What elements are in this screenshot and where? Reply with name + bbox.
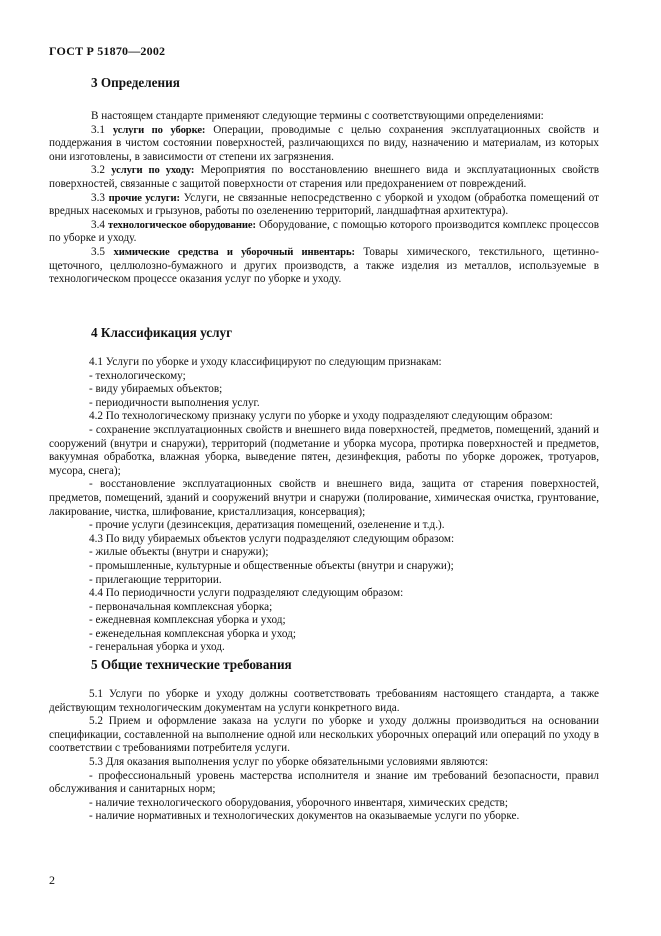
definition-3-4: 3.4 технологическое оборудование: Оборудование, с помощью которого производится комплекс процессов по уборке и уходу. bbox=[49, 218, 600, 245]
page-number: 2 bbox=[49, 873, 55, 887]
term: химические средства и уборочный инвентарь: bbox=[113, 246, 355, 258]
term: прочие услуги: bbox=[108, 192, 180, 204]
list-item: - виду убираемых объектов; bbox=[89, 383, 223, 396]
list-item: - профессиональный уровень мастерства исполнителя и знание им требований безопасности, правил обслуживания и санитарных норм; bbox=[49, 769, 599, 796]
paragraph: 4.2 По технологическому признаку услуги по уборке и уходу подразделяют следующим образом: bbox=[89, 410, 553, 423]
section-3-title: 3 Определения bbox=[91, 75, 180, 90]
term: услуги по уходу: bbox=[111, 165, 195, 177]
paragraph: 4.1 Услуги по уборке и уходу классифицируют по следующим признакам: bbox=[89, 356, 442, 368]
list-item: - еженедельная комплексная уборка и уход; bbox=[89, 627, 296, 640]
list-item: - жилые объекты (внутри и снаружи); bbox=[89, 546, 269, 559]
paragraph: 4.4 По периодичности услуги подразделяют следующим образом: bbox=[89, 587, 404, 600]
section-5-body bbox=[49, 688, 599, 824]
paragraph: 5.1 Услуги по уборке и уходу должны соответствовать требованиям настоящего стандарта, а также действующим технологическим документам на услуги конкретного вида. bbox=[49, 688, 599, 714]
section-4-title: 4 Классификация услуг bbox=[91, 325, 233, 340]
list-item: - ежедневная комплексная уборка и уход; bbox=[89, 614, 286, 627]
list-item: - сохранение эксплуатационных свойств и внешнего вида поверхностей, предметов, помещений, зданий и сооружений (внутри и снаружи), территорий (подметание и уборка мусора, протирка поверхностей и предметов, вакуумная обработка, влажная уборка, выведение пятен, дезинфекция, работы по уборке дорожек, тротуаров, мусора, снега); bbox=[49, 423, 599, 477]
list-item: - промышленные, культурные и общественные объекты (внутри и снаружи); bbox=[89, 559, 454, 572]
section-3-body bbox=[49, 110, 599, 287]
list-item: - технологическому; bbox=[89, 369, 186, 382]
list-item: - генеральная уборка и уход. bbox=[89, 641, 225, 654]
paragraph: 4.3 По виду убираемых объектов услуги подразделяют следующим образом: bbox=[89, 532, 455, 545]
list-item: - периодичности выполнения услуг. bbox=[89, 396, 260, 409]
section-5-title: 5 Общие технические требования bbox=[91, 657, 292, 672]
list-item: - восстановление эксплуатационных свойств и внешнего вида, защита от старения поверхностей, предметов, помещений, зданий и сооружений внутри и снаружи (полирование, химическая очистка, грунтование, лакирование, чистка, шлифование, кристаллизация, консервация); bbox=[49, 478, 599, 518]
document-header: ГОСТ Р 51870—2002 bbox=[49, 44, 166, 58]
list-item: - наличие нормативных и технологических документов на оказываемые услуги по уборке. bbox=[89, 810, 520, 823]
list-item: - первоначальная комплексная уборка; bbox=[89, 600, 273, 613]
section-3-intro: В настоящем стандарте применяют следующие термины с соответствующими определениями: bbox=[91, 110, 544, 122]
term: технологическое оборудование: bbox=[108, 219, 256, 231]
definition-3-5: 3.5 химические средства и уборочный инвентарь: Товары химического, текстильного, щетинно-щеточного, целлюлозно-бумажного и других производств, а также изделия из металлов, используемые в технологическом процессе оказания услуг по уборке и уходу. bbox=[49, 245, 599, 286]
definition-3-1: 3.1 услуги по уборке: Операции, проводимые с целью сохранения эксплуатационных свойств и поддержания в чистом состоянии поверхностей, различающихся по виду, назначению и материалам, из которых они изготовлены, в зависимости от степени их загрязнения. bbox=[49, 123, 600, 163]
section-4-body bbox=[49, 356, 599, 655]
term: услуги по уборке: bbox=[112, 124, 206, 136]
paragraph: 5.2 Прием и оформление заказа на услуги по уборке и уходу должны производиться на основании спецификации, составленной на выполнение одной или нескольких уборочных операций или операций по уходу в соответствии с требованиями потребителя услуги. bbox=[49, 715, 599, 755]
definition-3-3: 3.3 прочие услуги: Услуги, не связанные непосредственно с уборкой и уходом (обработка помещений от вредных насекомых и грызунов, работы по озеленению территорий, ландшафтная архитектура). bbox=[49, 191, 600, 218]
definition-3-2: 3.2 услуги по уходу: Мероприятия по восстановлению внешнего вида и эксплуатационных свойств поверхностей, связанные с защитой поверхности от старения или предохранением от повреждений. bbox=[49, 164, 600, 190]
list-item: - наличие технологического оборудования, уборочного инвентаря, химических средств; bbox=[89, 796, 508, 809]
paragraph: 5.3 Для оказания выполнения услуг по уборке обязательными условиями являются: bbox=[89, 755, 489, 768]
list-item: - прилегающие территории. bbox=[89, 573, 222, 586]
list-item: - прочие услуги (дезинсекция, дератизация помещений, озеленение и т.д.). bbox=[89, 519, 445, 532]
